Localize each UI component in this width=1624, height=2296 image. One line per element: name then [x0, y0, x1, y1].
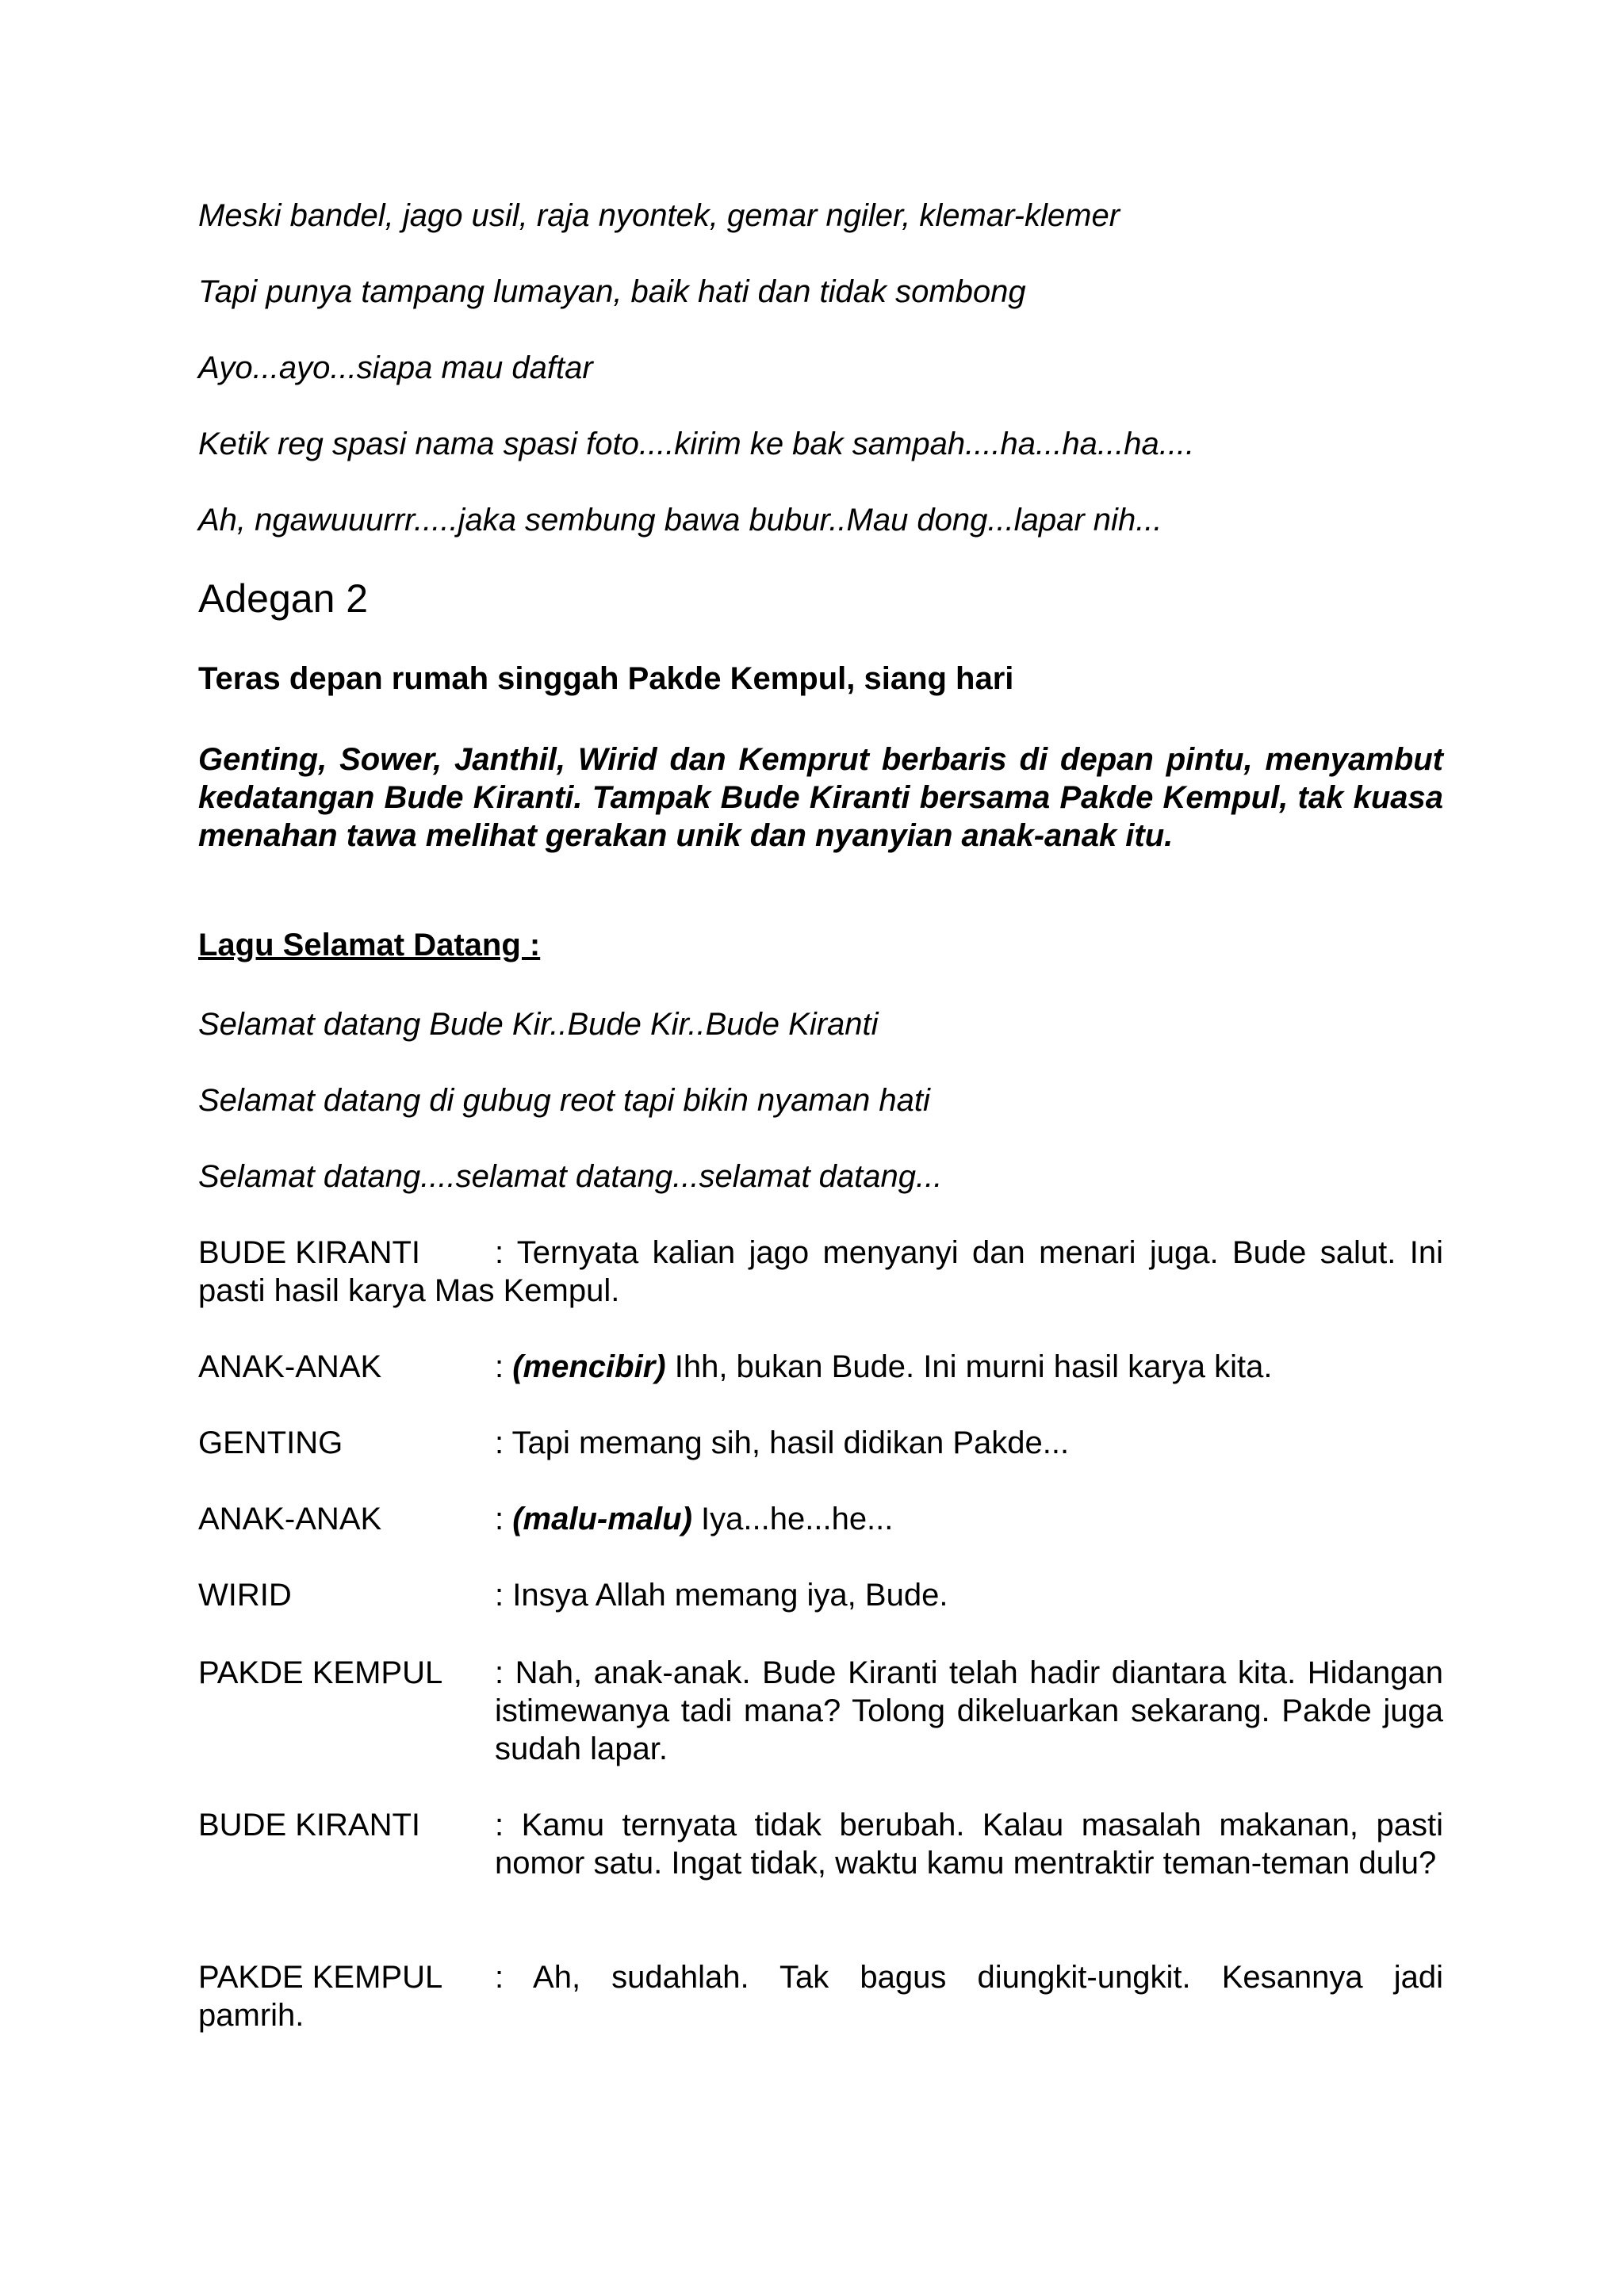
dialogue-text: : Insya Allah memang iya, Bude.	[495, 1578, 948, 1613]
lyric-line: Ah, ngawuuurrr.....jaka sembung bawa bubur..Mau dong...lapar nih...	[198, 503, 1162, 538]
lyric-line: Ketik reg spasi nama spasi foto....kirim ke bak sampah....ha...ha...ha....	[198, 427, 1195, 461]
speaker-name: WIRID	[198, 1578, 292, 1613]
speaker-name: BUDE KIRANTI	[198, 1235, 421, 1270]
dialogue-text-continued: pamrih.	[198, 1998, 304, 2033]
dialogue-entry	[198, 1234, 1443, 1310]
speaker-name: BUDE KIRANTI	[198, 1808, 421, 1843]
song-line: Selamat datang di gubug reot tapi bikin nyaman hati	[198, 1083, 930, 1118]
lyric-line: Meski bandel, jago usil, raja nyontek, gemar ngiler, klemar-klemer	[198, 198, 1120, 233]
stage-cue: (mencibir)	[512, 1349, 666, 1384]
scene-setting: Teras depan rumah singgah Pakde Kempul, siang hari	[198, 661, 1014, 696]
speaker-name: GENTING	[198, 1425, 343, 1460]
dialogue-entry	[198, 1958, 1443, 2034]
dialogue-text	[495, 1348, 1443, 1386]
dialogue-text: : Nah, anak-anak. Bude Kiranti telah hadir diantara kita. Hidangan istimewanya tadi mana? Tolong dikeluarkan sekarang. Pakde juga sudah lapar.	[495, 1655, 1443, 1766]
speaker-name: PAKDE KEMPUL	[198, 1655, 443, 1690]
dialogue-text-continued: pasti hasil karya Mas Kempul.	[198, 1273, 620, 1308]
dialogue-entry	[198, 1500, 1443, 1538]
song-line: Selamat datang Bude Kir..Bude Kir..Bude Kiranti	[198, 1007, 879, 1042]
dialogue-colon: :	[495, 1349, 513, 1384]
dialogue-entry	[198, 1424, 1443, 1462]
speaker-name: ANAK-ANAK	[198, 1349, 382, 1384]
dialogue-text	[495, 1500, 1443, 1538]
dialogue-body: Iya...he...he...	[691, 1502, 894, 1536]
song-title-text: Lagu Selamat Datang :	[198, 928, 541, 962]
stage-direction: Genting, Sower, Janthil, Wirid dan Kemprut berbaris di depan pintu, menyambut kedatangan Bude Kiranti. Tampak Bude Kiranti bersama Pakde Kempul, tak kuasa menahan tawa melihat gerakan unik dan nyanyian anak-anak itu.	[198, 742, 1443, 853]
lyric-line: Ayo...ayo...siapa mau daftar	[198, 350, 593, 385]
stage-cue: (malu-malu)	[512, 1502, 692, 1536]
song-title	[198, 926, 1443, 964]
dialogue-text: : Ah, sudahlah. Tak bagus diungkit-ungkit. Kesannya jadi	[495, 1960, 1443, 1995]
dialogue-text: : Kamu ternyata tidak berubah. Kalau masalah makanan, pasti nomor satu. Ingat tidak, waktu kamu mentraktir teman-teman dulu?	[495, 1808, 1443, 1881]
dialogue-entry	[198, 1348, 1443, 1386]
scene-heading: Adegan 2	[198, 576, 369, 621]
dialogue-body: Ihh, bukan Bude. Ini murni hasil karya kita.	[665, 1349, 1273, 1384]
dialogue-entry	[198, 1576, 1443, 1614]
dialogue-entry	[198, 1806, 1443, 1920]
dialogue-entry	[198, 1654, 1443, 1768]
speaker-name: ANAK-ANAK	[198, 1502, 382, 1536]
dialogue-colon: :	[495, 1502, 513, 1536]
song-line: Selamat datang....selamat datang...selamat datang...	[198, 1159, 943, 1194]
dialogue-text: : Ternyata kalian jago menyanyi dan menari juga. Bude salut. Ini	[495, 1235, 1443, 1270]
speaker-name: PAKDE KEMPUL	[198, 1960, 443, 1995]
dialogue-text: : Tapi memang sih, hasil didikan Pakde...	[495, 1425, 1070, 1460]
lyric-line: Tapi punya tampang lumayan, baik hati dan tidak sombong	[198, 274, 1026, 309]
